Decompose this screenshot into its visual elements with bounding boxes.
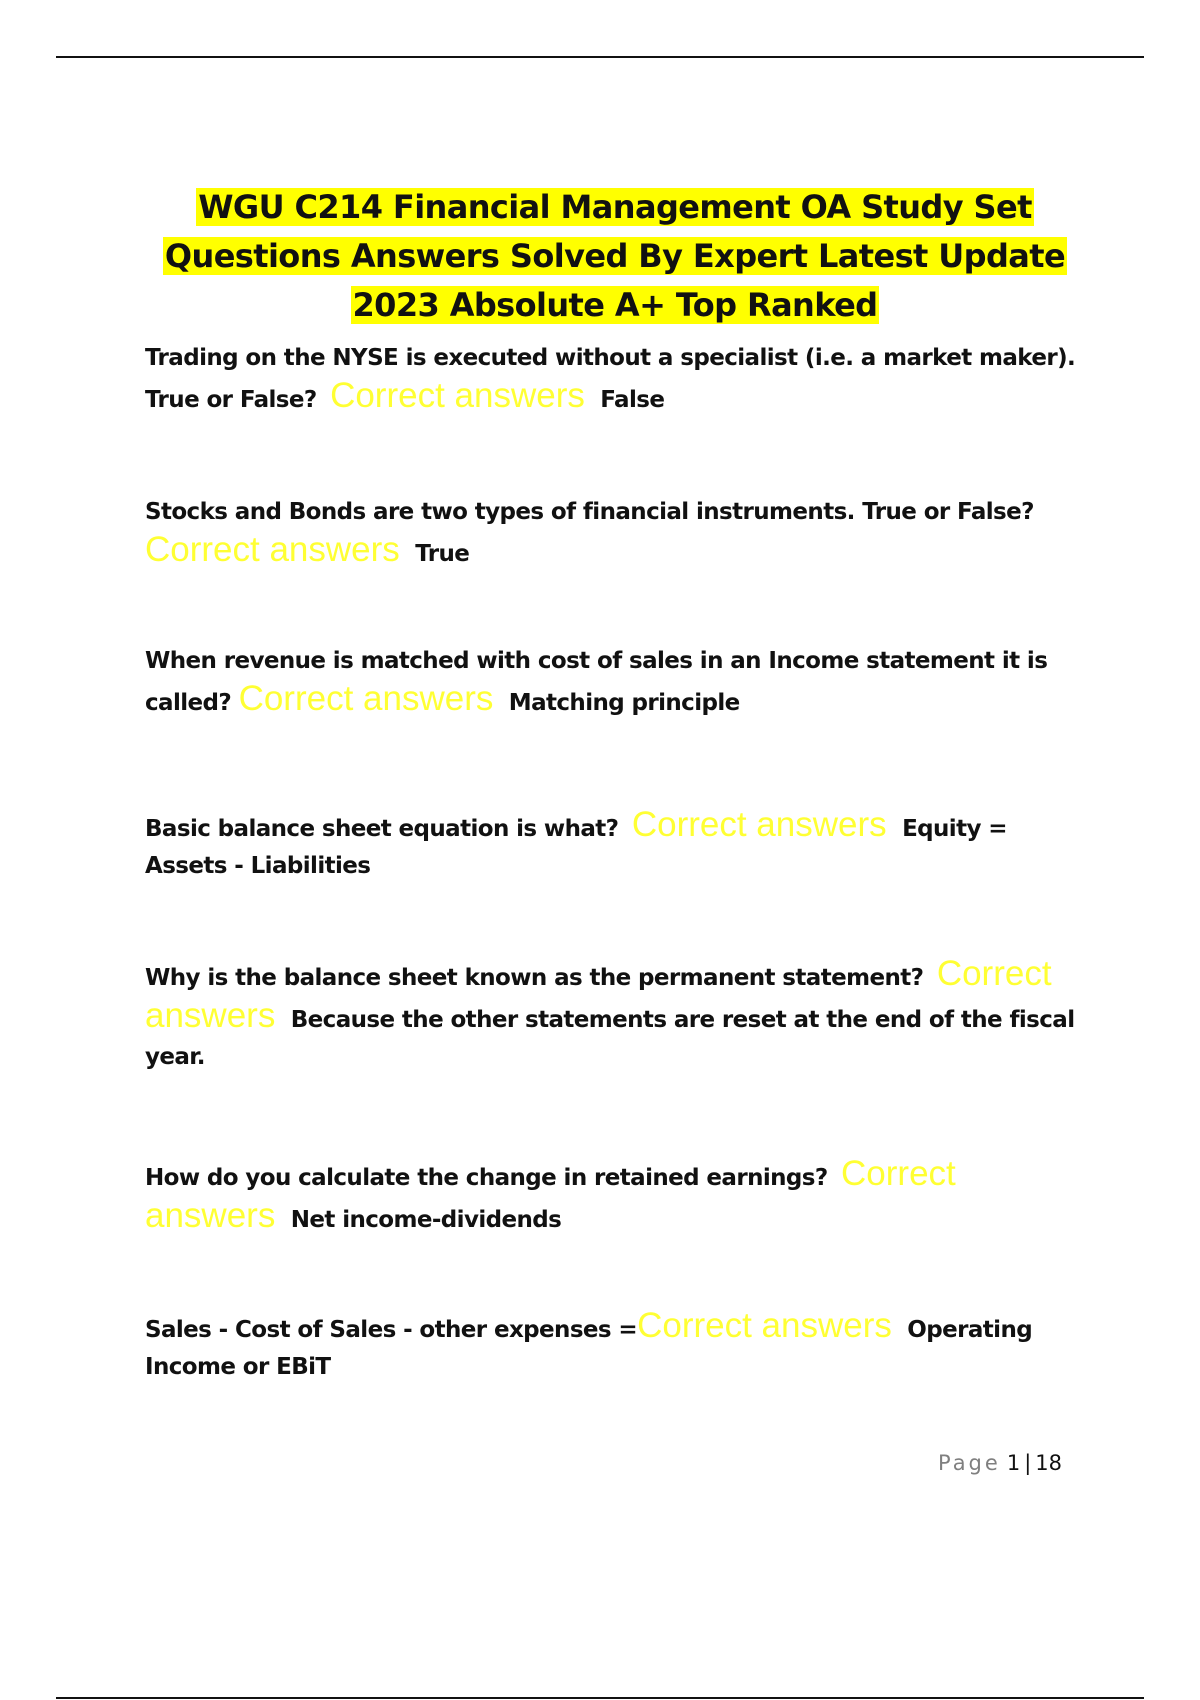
qa-item-7	[145, 1307, 1090, 1386]
correct-answers-marker: Correct answers	[238, 679, 494, 718]
qa-item-6	[145, 1155, 1090, 1239]
page-total: 18	[1035, 1451, 1062, 1475]
question-text: Stocks and Bonds are two types of financial instruments. True or False?	[145, 499, 1034, 525]
header-rule	[56, 56, 1144, 58]
correct-answers-marker: Correct answers	[631, 805, 887, 844]
footer-rule	[56, 1697, 1144, 1699]
qa-item-1	[145, 340, 1090, 419]
answer-text: Net income-dividends	[290, 1207, 562, 1233]
page-label: Page	[937, 1451, 1001, 1475]
answer-text: False	[600, 387, 665, 413]
qa-item-3	[145, 643, 1090, 722]
answer-text: Because the other statements are reset at the end of the fiscal year.	[145, 1007, 1075, 1070]
page-separator: |	[1024, 1451, 1032, 1475]
question-text: How do you calculate the change in retained earnings?	[145, 1165, 828, 1191]
correct-answers-marker: Correct answers	[145, 1154, 956, 1235]
answer-text: Matching principle	[508, 690, 740, 716]
correct-answers-marker: Correct answers	[145, 530, 400, 569]
question-text: Sales - Cost of Sales - other expenses =	[145, 1317, 638, 1343]
correct-answers-marker: Correct answers	[330, 376, 585, 415]
question-text: When revenue is matched with cost of sales in an Income statement it is called?	[145, 648, 1048, 716]
answer-text: True	[415, 541, 470, 567]
question-text: Basic balance sheet equation is what?	[145, 816, 619, 842]
qa-item-2	[145, 494, 1090, 573]
qa-item-4	[145, 806, 1090, 885]
answer-text: Operating Income or EBiT	[145, 1317, 1033, 1380]
question-text: Trading on the NYSE is executed without a specialist (i.e. a market maker). True or False?	[145, 345, 1076, 413]
answer-text: Equity = Assets - Liabilities	[145, 816, 1007, 879]
correct-answers-marker: Correct answers	[145, 954, 1052, 1035]
page-number	[938, 1451, 1062, 1475]
qa-item-5	[145, 955, 1090, 1076]
question-text: Why is the balance sheet known as the permanent statement?	[145, 965, 924, 991]
document-title	[140, 183, 1090, 330]
title-highlight: WGU C214 Financial Management OA Study Set Questions Answers Solved By Expert Latest Update 2023 Absolute A+ Top Ranked	[164, 188, 1066, 324]
correct-answers-marker: Correct answers	[637, 1306, 892, 1345]
page-current: 1	[1006, 1451, 1021, 1475]
